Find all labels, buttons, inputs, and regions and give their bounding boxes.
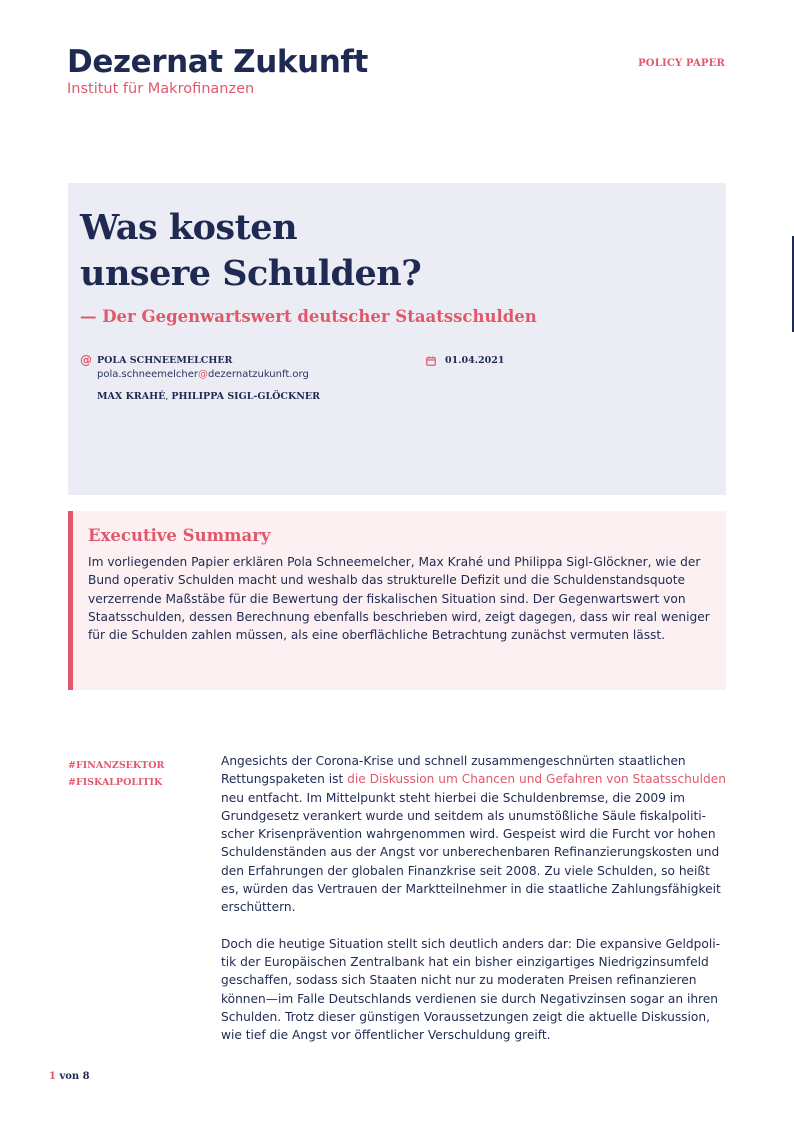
page-subtitle: — Der Gegenwartswert deutscher Staatsschulden (80, 307, 537, 326)
page-footer (49, 1071, 90, 1082)
email-domain: dezernatzukunft.org (208, 369, 309, 380)
logo-subtitle: Institut für Makrofinanzen (67, 81, 255, 97)
logo-name: Dezernat Zukunft (67, 44, 368, 80)
page-total: von 8 (55, 1071, 90, 1082)
coauthors (97, 391, 320, 402)
summary-text: Im vorliegenden Papier erklären Pola Schneemelcher, Max Krahé und Philippa Sigl-Glöckner, wie der Bund operativ Schulden macht und weshalb das strukturelle Defizit und die Schuldenstandsquote verzerrende Maßstäbe für die Bewertung der fiskalischen Situation sind. Der Gegenwartswert von Staatsschulden, dessen Berechnung ebenfalls beschrieben wird, zeigt dagegen, dass wir real weniger für die Schulden zahlen müssen, als eine oberflächliche Betrachtung zunächst vermuten lässt. (88, 555, 710, 643)
executive-summary (68, 511, 726, 690)
body-text (221, 752, 726, 1062)
at-icon: @ (80, 353, 92, 367)
email-at: @ (198, 369, 209, 380)
publication-date: 01.04.2021 (445, 355, 505, 366)
title-block (68, 183, 726, 495)
page-number: 1 (49, 1071, 56, 1082)
document-type: POLICY PAPER (638, 58, 725, 69)
coauthor-2: PHILIPPA SIGL-GLÖCKNER (171, 391, 321, 402)
p1-after-link: neu entfacht. Im Mittelpunkt steht hierbei die Schuldenbremse, die 2009 im Grundgesetz verankert wurde und seitdem als unumstößliche Säule fiskalpolitischer Krisenprävention wahrgenommen wird. Gespeist wird die Furcht vor hohen Schuldenständen aus der Angst vor unberechenbaren Refinanzierungskosten und den Erfahrungen der globalen Finanzkrise seit 2008. Zu viele Schulden, so heißt es, würden das Vertrauen der Marktteilnehmer in die staatliche Zahlungsfähigkeit erschüttern. (221, 790, 721, 915)
email-user: pola.schneemelcher (97, 369, 199, 380)
title-line-1: Was kosten (80, 207, 298, 248)
staatsschulden-link[interactable]: die Diskussion um Chancen und Gefahren von Staatsschulden (347, 772, 726, 787)
summary-heading: Executive Summary (88, 526, 271, 545)
lead-author: POLA SCHNEEMELCHER (97, 355, 233, 366)
author-email[interactable] (97, 369, 309, 380)
tag-fiskalpolitik[interactable]: #FISKALPOLITIK (68, 777, 163, 788)
calendar-icon (426, 356, 436, 366)
tag-finanzsektor[interactable]: #FINANZSEKTOR (68, 760, 165, 771)
p1-before-link: Angesichts der Corona-Krise und schnell zusammengeschnürten staatlichen Rettungspaketen ist (221, 754, 686, 787)
coauthor-separator: , (165, 391, 172, 402)
logo (67, 44, 368, 98)
body-paragraph-1 (221, 752, 726, 917)
body-paragraph-2: Doch die heutige Situation stellt sich deutlich anders dar: Die expansive Geldpolitik der Europäischen Zentralbank hat ein bisher einzigartiges Niedrigzinsumfeld geschaffen, sodass sich Staaten nicht nur zu moderaten Preisen refinanzieren können—im Falle Deutschlands verdienen sie durch Negativzinsen sogar an ihren Schulden. Trotz dieser günstigen Voraussetzungen zeigt die aktuelle Diskussion, wie tief die Angst vor öffentlicher Verschuldung greift. (221, 936, 721, 1043)
title-line-2: unsere Schulden? (80, 253, 422, 294)
topic-tags (68, 757, 164, 791)
page-title (80, 205, 421, 297)
coauthor-1: MAX KRAHÉ (97, 391, 166, 402)
